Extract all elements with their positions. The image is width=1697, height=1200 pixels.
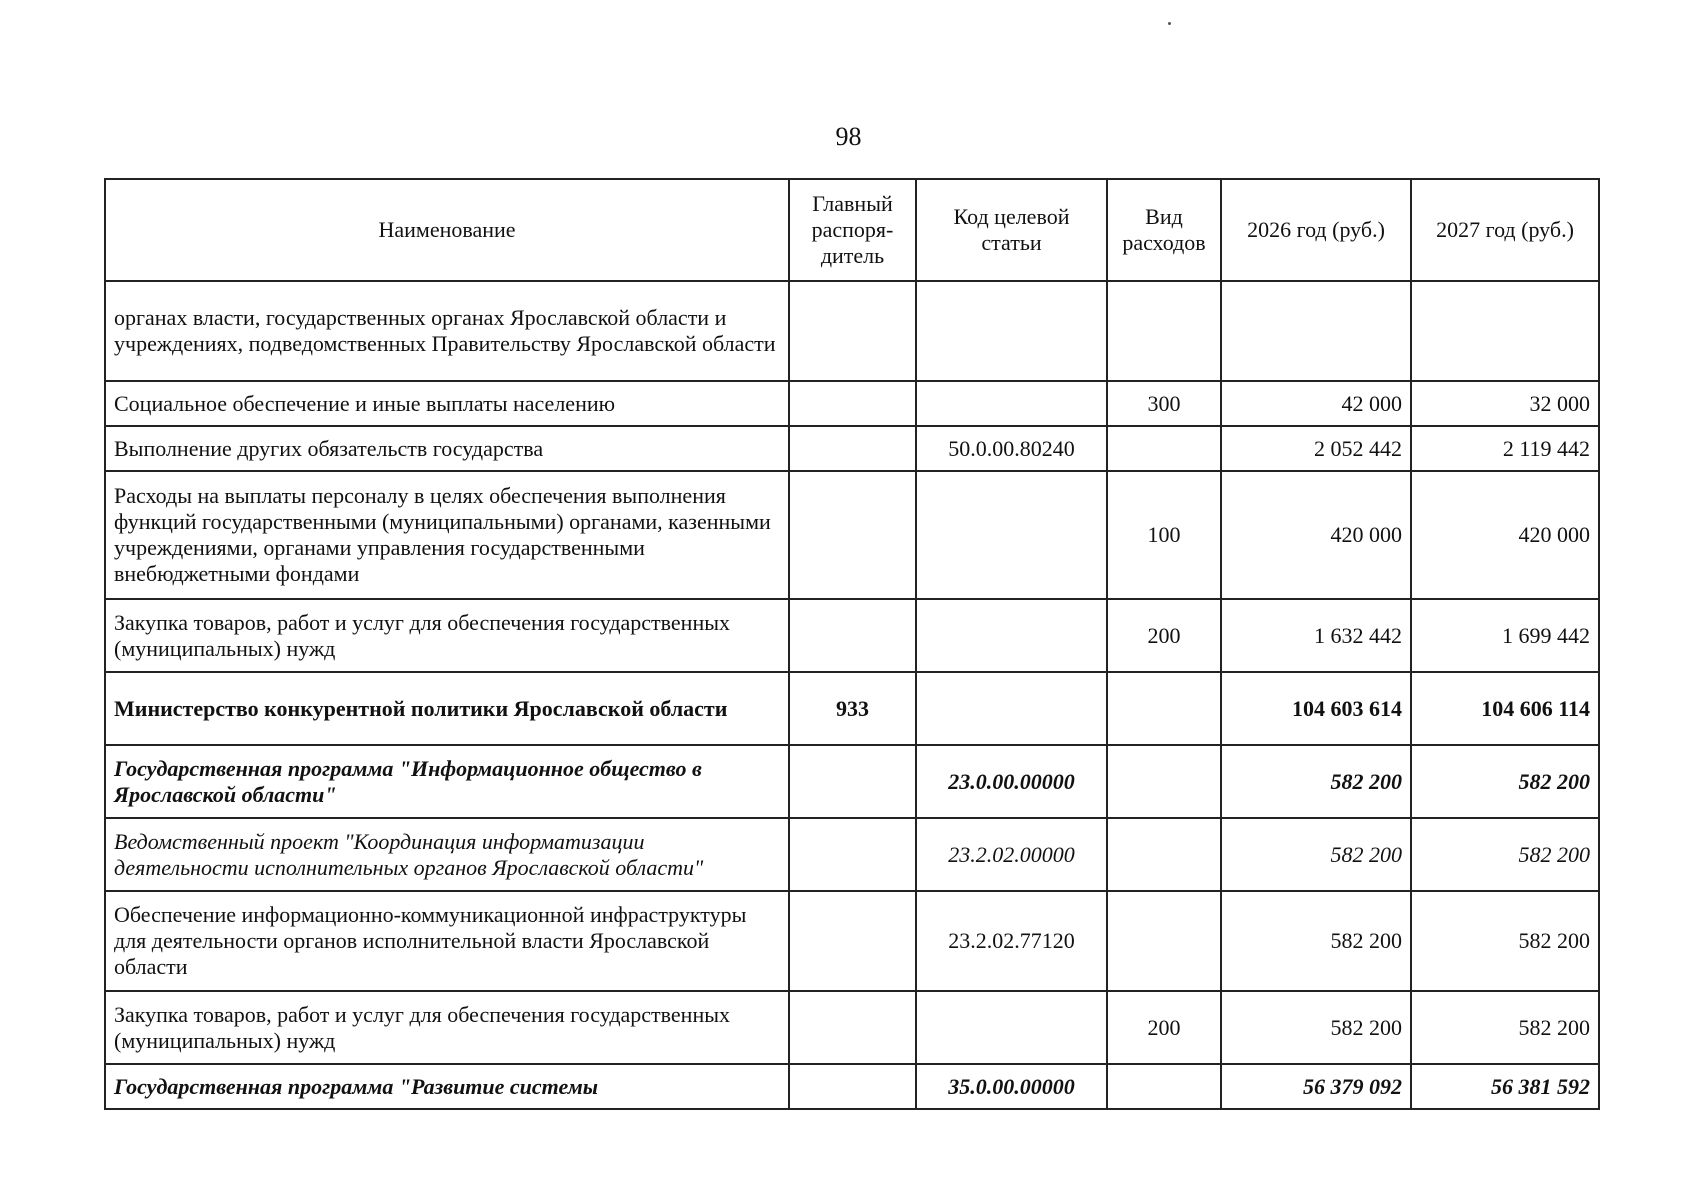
row-code: 35.0.00.00000 <box>916 1064 1107 1109</box>
header-2026: 2026 год (руб.) <box>1221 179 1411 281</box>
row-2026: 1 632 442 <box>1221 599 1411 672</box>
row-kind <box>1107 1064 1221 1109</box>
table-row <box>105 281 1599 381</box>
row-code <box>916 991 1107 1064</box>
row-2027: 420 000 <box>1411 471 1599 599</box>
row-kind <box>1107 281 1221 381</box>
header-name: Наименование <box>105 179 789 281</box>
row-2027: 582 200 <box>1411 991 1599 1064</box>
row-code <box>916 471 1107 599</box>
row-2027: 582 200 <box>1411 745 1599 818</box>
row-kind: 200 <box>1107 599 1221 672</box>
row-code: 23.2.02.77120 <box>916 891 1107 991</box>
row-2027: 2 119 442 <box>1411 426 1599 471</box>
table-row <box>105 745 1599 818</box>
row-2026: 582 200 <box>1221 991 1411 1064</box>
row-code <box>916 599 1107 672</box>
row-2027: 104 606 114 <box>1411 672 1599 745</box>
row-name: Расходы на выплаты персоналу в целях обеспечения выполнения функций государственными (муниципальными) органами, казенными учреждениями, органами управления государственными внебюджетными фондами <box>105 471 789 599</box>
table-row <box>105 672 1599 745</box>
table-header-row <box>105 179 1599 281</box>
row-code <box>916 281 1107 381</box>
row-2026: 582 200 <box>1221 891 1411 991</box>
row-admin <box>789 381 916 426</box>
scan-speck <box>1168 22 1171 25</box>
row-name: Обеспечение информационно-коммуникационной инфраструктуры для деятельности органов исполнительной власти Ярославской области <box>105 891 789 991</box>
row-2026: 42 000 <box>1221 381 1411 426</box>
row-admin <box>789 991 916 1064</box>
row-kind <box>1107 891 1221 991</box>
table-row <box>105 891 1599 991</box>
row-name: органах власти, государственных органах Ярославской области и учреждениях, подведомственных Правительству Ярославской области <box>105 281 789 381</box>
row-2026 <box>1221 281 1411 381</box>
row-2026: 582 200 <box>1221 818 1411 891</box>
budget-table <box>104 178 1600 1110</box>
row-admin: 933 <box>789 672 916 745</box>
page-number: 98 <box>835 122 862 151</box>
row-name: Закупка товаров, работ и услуг для обеспечения государственных (муниципальных) нужд <box>105 991 789 1064</box>
row-admin <box>789 745 916 818</box>
row-admin <box>789 426 916 471</box>
header-2027: 2027 год (руб.) <box>1411 179 1599 281</box>
row-2026: 56 379 092 <box>1221 1064 1411 1109</box>
row-2026: 104 603 614 <box>1221 672 1411 745</box>
row-2026: 420 000 <box>1221 471 1411 599</box>
row-2027: 1 699 442 <box>1411 599 1599 672</box>
row-admin <box>789 471 916 599</box>
row-code <box>916 672 1107 745</box>
row-kind: 300 <box>1107 381 1221 426</box>
table-row <box>105 991 1599 1064</box>
row-kind: 200 <box>1107 991 1221 1064</box>
row-admin <box>789 891 916 991</box>
row-name: Ведомственный проект "Координация информатизации деятельности исполнительных органов Ярославской области" <box>105 818 789 891</box>
header-kind: Вид расходов <box>1107 179 1221 281</box>
row-code: 23.0.00.00000 <box>916 745 1107 818</box>
row-code <box>916 381 1107 426</box>
row-name: Закупка товаров, работ и услуг для обеспечения государственных (муниципальных) нужд <box>105 599 789 672</box>
row-kind <box>1107 818 1221 891</box>
row-2026: 2 052 442 <box>1221 426 1411 471</box>
row-name: Государственная программа "Информационное общество в Ярославской области" <box>105 745 789 818</box>
row-admin <box>789 818 916 891</box>
row-2026: 582 200 <box>1221 745 1411 818</box>
row-kind <box>1107 672 1221 745</box>
table-row <box>105 1064 1599 1109</box>
row-2027: 582 200 <box>1411 818 1599 891</box>
row-name: Социальное обеспечение и иные выплаты населению <box>105 381 789 426</box>
table-row <box>105 471 1599 599</box>
header-code: Код целевой статьи <box>916 179 1107 281</box>
table-row <box>105 426 1599 471</box>
table-row <box>105 599 1599 672</box>
row-kind <box>1107 426 1221 471</box>
row-name: Государственная программа "Развитие системы <box>105 1064 789 1109</box>
row-code: 23.2.02.00000 <box>916 818 1107 891</box>
header-admin: Главный распоря-дитель <box>789 179 916 281</box>
row-kind <box>1107 745 1221 818</box>
row-2027: 56 381 592 <box>1411 1064 1599 1109</box>
row-name: Выполнение других обязательств государства <box>105 426 789 471</box>
row-2027: 582 200 <box>1411 891 1599 991</box>
row-2027: 32 000 <box>1411 381 1599 426</box>
row-2027 <box>1411 281 1599 381</box>
row-name: Министерство конкурентной политики Ярославской области <box>105 672 789 745</box>
table-row <box>105 818 1599 891</box>
row-admin <box>789 281 916 381</box>
row-kind: 100 <box>1107 471 1221 599</box>
row-code: 50.0.00.80240 <box>916 426 1107 471</box>
table-row <box>105 381 1599 426</box>
row-admin <box>789 1064 916 1109</box>
row-admin <box>789 599 916 672</box>
